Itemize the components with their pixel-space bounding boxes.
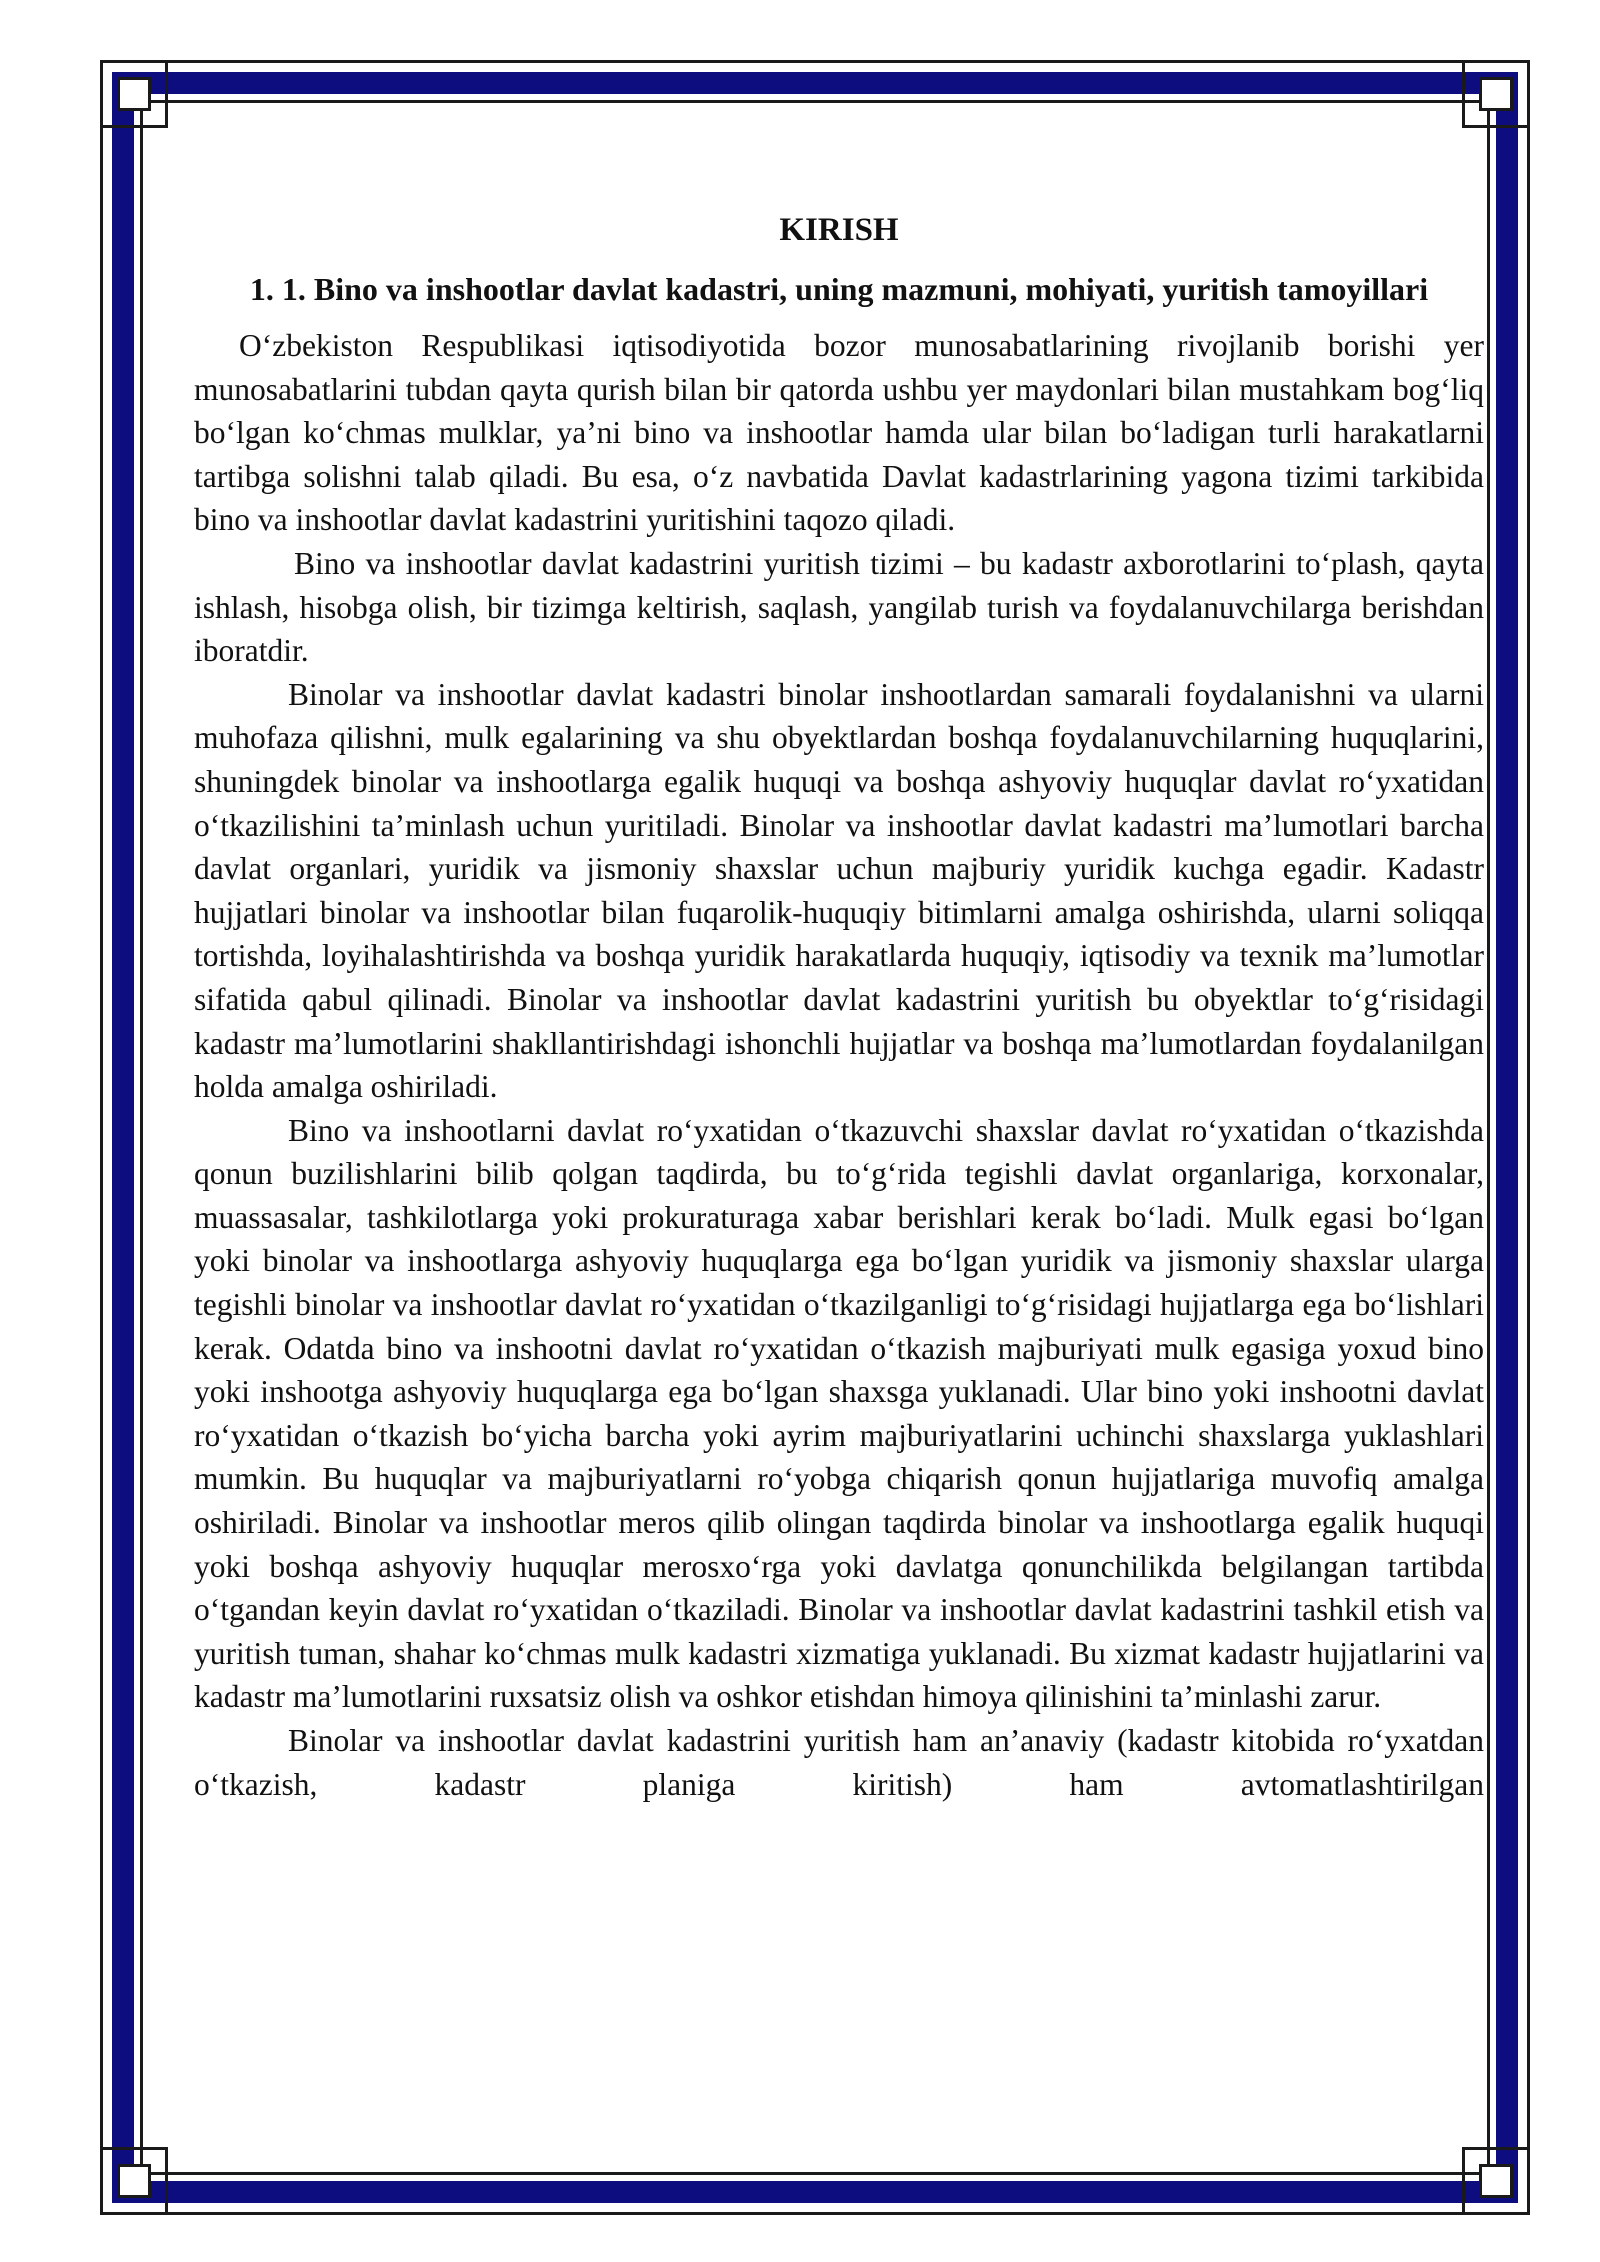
frame-corner-top-right bbox=[1462, 60, 1530, 128]
page-title: KIRISH bbox=[779, 212, 899, 248]
paragraph-2: Bino va inshootlar davlat kadastrini yuritish tizimi – bu kadastr axborotlarini to‘plash, qayta ishlash, hisobga olish, bir tizimga keltirish, saqlash, yangilab turish va foydalanuvchilarga berishdan iboratdir. bbox=[194, 545, 1484, 669]
section-heading: 1. 1. Bino va inshootlar davlat kadastri, uning mazmuni, mohiyati, yuritish tamoyillari bbox=[249, 271, 1429, 307]
frame-corner-top-left bbox=[100, 60, 168, 128]
paragraph-5: Binolar va inshootlar davlat kadastrini yuritish ham an’anaviy (kadastr kitobida ro‘yxatdan o‘tkazish, kadastr planiga kiritish) ham avtomatlashtirilgan bbox=[194, 1723, 1484, 1802]
paragraph-1: O‘zbekiston Respublikasi iqtisodiyotida bozor munosabatlarining rivojlanib borishi yer munosabatlarini tubdan qayta qurish bilan bir qatorda ushbu yer maydonlari bilan mustahkam bog‘liq bo‘lgan ko‘chmas mulklar, ya’ni bino va inshootlar hamda ular bilan bo‘ladigan turli harakatlarni tartibga solishni talab qiladi. Bu esa, o‘z navbatida Davlat kadastrlarining yagona tizimi tarkibida bino va inshootlar davlat kadastrini yuritishini taqozo qiladi. bbox=[194, 328, 1484, 538]
frame-corner-bottom-left bbox=[100, 2147, 168, 2215]
paragraph-3: Binolar va inshootlar davlat kadastri binolar inshootlardan samarali foydalanishni va ularni muhofaza qilishni, mulk egalarining va shu obyektlardan boshqa foydalanuvchilarning huquqlarini, shuningdek binolar va inshootlarga egalik huquqi va boshqa ashyoviy huquqlar davlat ro‘yxatidan o‘tkazilishini ta’minlash uchun yuritiladi. Binolar va inshootlar davlat kadastri ma’lumotlari barcha davlat organlari, yuridik va jismoniy shaxslar uchun majburiy yuridik kuchga egadir. Kadastr hujjatlari binolar va inshootlar bilan fuqarolik-huquqiy bitimlarni amalga oshirishda, ularni soliqqa tortishda, loyihalashtirishda va boshqa yuridik harakatlarda huquqiy, iqtisodiy va texnik ma’lumotlar sifatida qabul qilinadi. Binolar va inshootlar davlat kadastrini yuritish bu obyektlar to‘g‘risidagi kadastr ma’lumotlarini shakllantirishdagi ishonchli hujjatlar va boshqa ma’lumotlardan foydalanilgan holda amalga oshiriladi. bbox=[194, 676, 1484, 1105]
page-content bbox=[194, 210, 1484, 1806]
frame-corner-bottom-right bbox=[1462, 2147, 1530, 2215]
paragraph-4: Bino va inshootlarni davlat ro‘yxatidan o‘tkazuvchi shaxslar davlat ro‘yxatidan o‘tkazishda qonun buzilishlarini bilib qolgan taqdirda, bu to‘g‘rida tegishli davlat organlariga, korxonalar, muassasalar, tashkilotlarga yoki prokuraturaga xabar berishlari kerak bo‘ladi. Mulk egasi bo‘lgan yoki binolar va inshootlarga ashyoviy huquqlarga ega bo‘lgan yuridik va jismoniy shaxslar ularga tegishli binolar va inshootlar davlat ro‘yxatidan o‘tkazilganligi to‘g‘risidagi hujjatlarga ega bo‘lishlari kerak. Odatda bino va inshootni davlat ro‘yxatidan o‘tkazish majburiyati mulk egasiga yoxud bino yoki inshootga ashyoviy huquqlarga ega bo‘lgan shaxsga yuklanadi. Ular bino yoki inshootni davlat ro‘yxatidan o‘tkazish bo‘yicha barcha yoki ayrim majburiyatlarini uchinchi shaxslarga yuklashlari mumkin. Bu huquqlar va majburiyatlarni ro‘yobga chiqarish qonun hujjatlariga muvofiq amalga oshiriladi. Binolar va inshootlar meros qilib olingan taqdirda binolar va inshootlarga egalik huquqi yoki boshqa ashyoviy huquqlar merosxo‘rga yoki davlatga qonunchilikda belgilangan tartibda o‘tgandan keyin davlat ro‘yxatidan o‘tkaziladi. Binolar va inshootlar davlat kadastrini tashkil etish va yuritish tuman, shahar ko‘chmas mulk kadastri xizmatiga yuklanadi. Bu xizmat kadastr hujjatlarini va kadastr ma’lumotlarini ruxsatsiz olish va oshkor etishdan himoya qilinishini ta’minlashi zarur. bbox=[194, 1112, 1484, 1715]
